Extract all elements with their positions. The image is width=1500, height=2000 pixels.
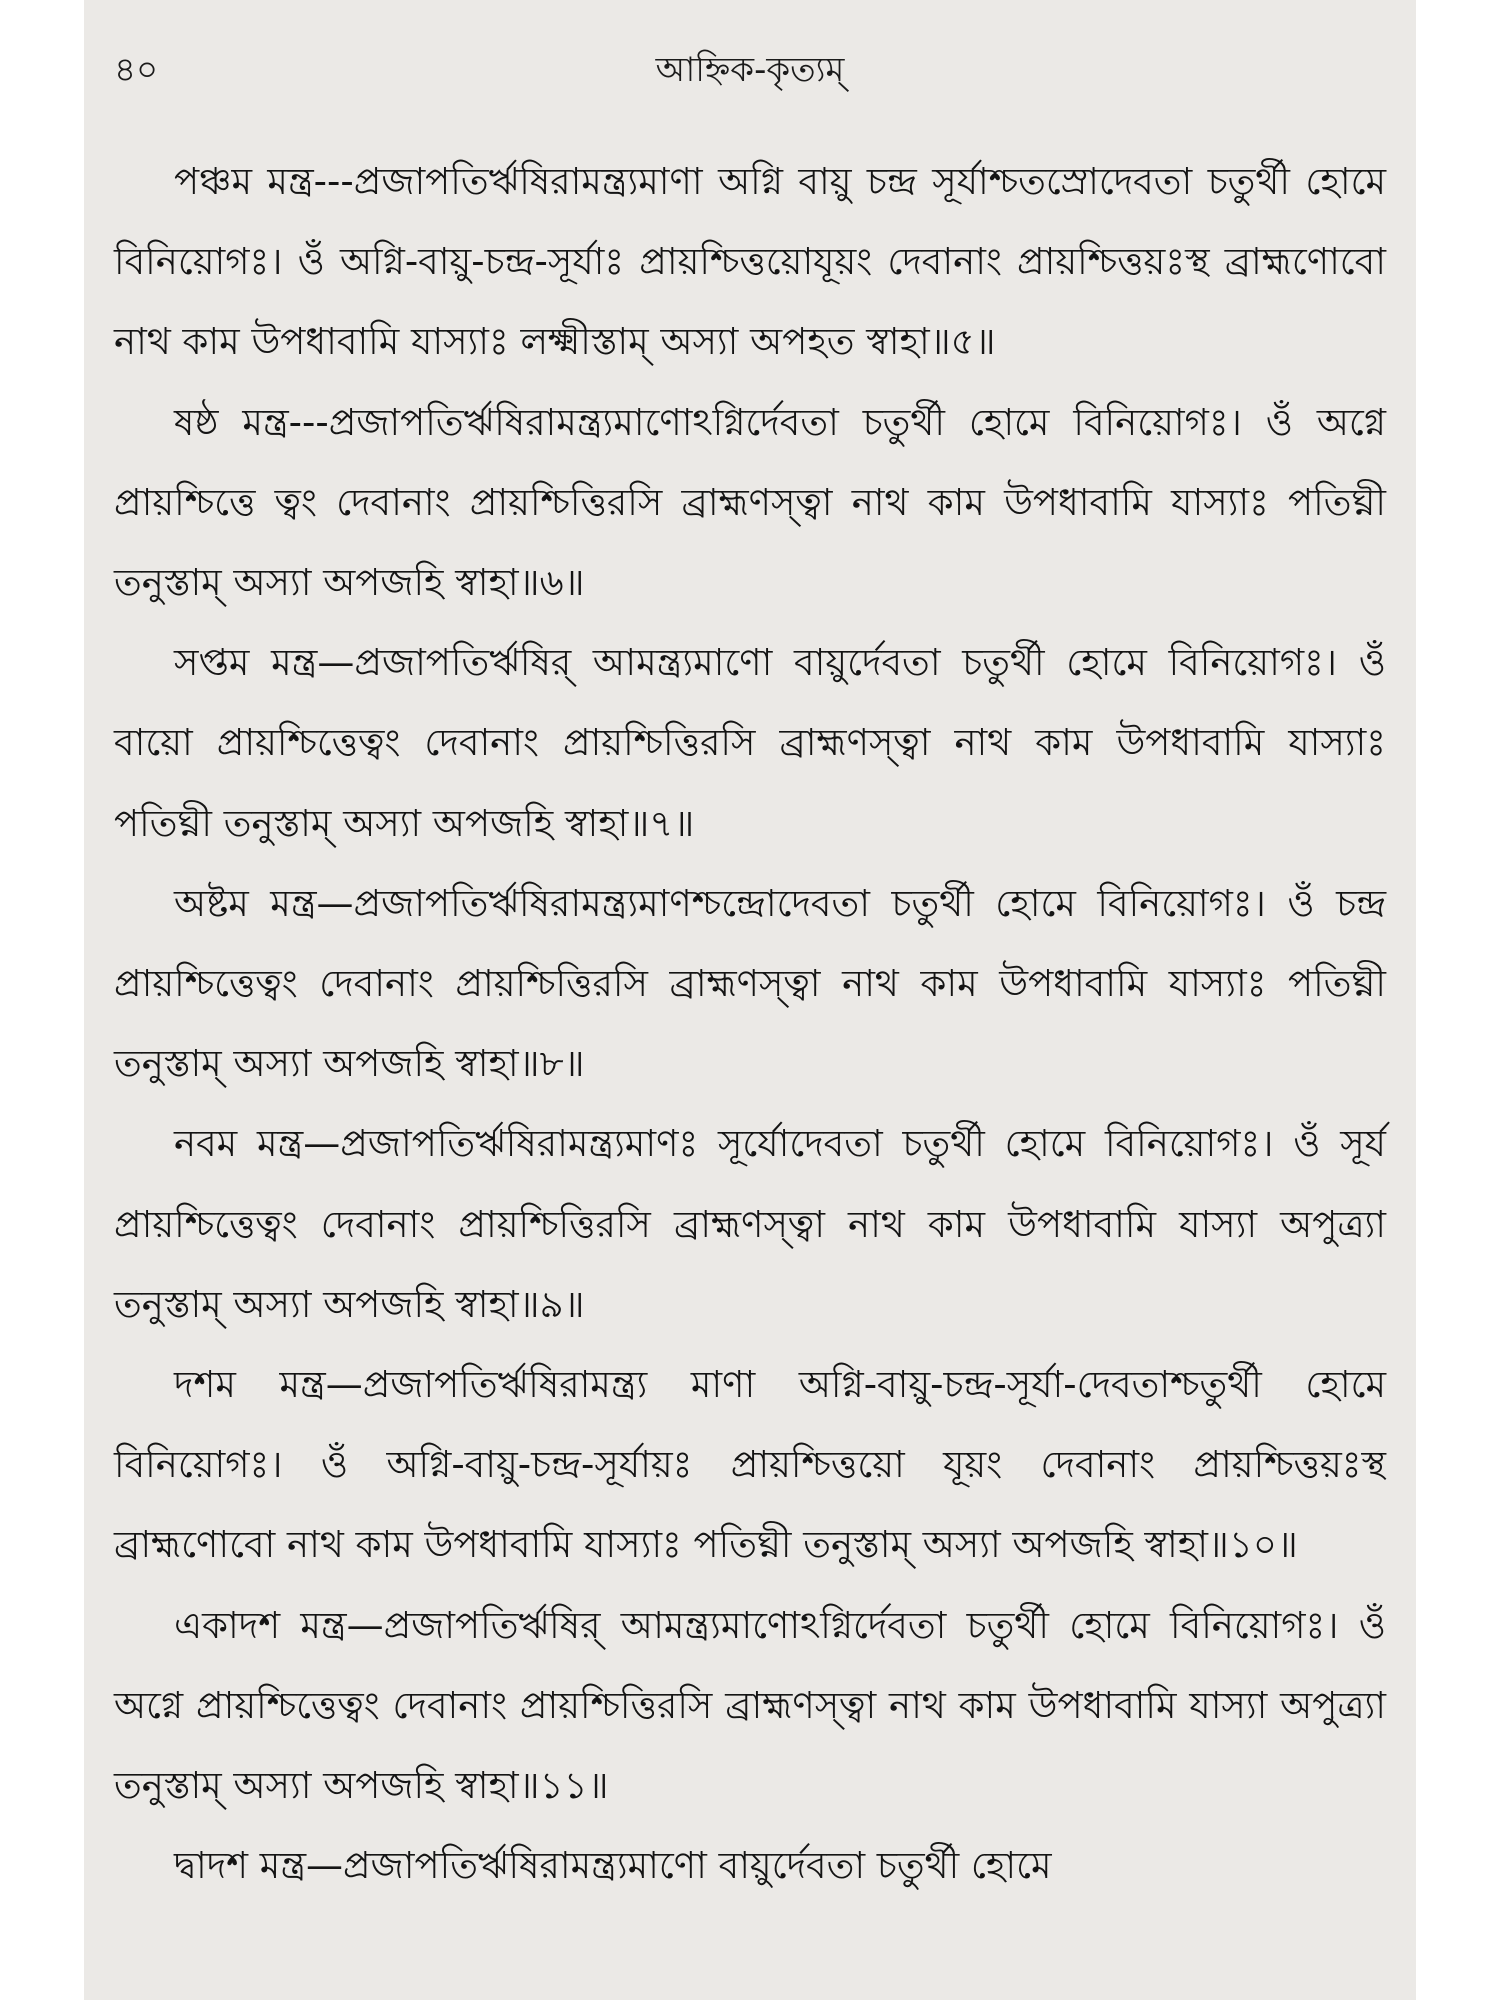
body-text (114, 142, 1386, 1906)
running-title: আহ্নিক-কৃত্যম্ (655, 50, 845, 90)
paragraph-mantra-5: পঞ্চম মন্ত্র---প্রজাপতির্ঋষিরামন্ত্র্যমাণা অগ্নি বায়ু চন্দ্র সূর্যাশ্চতস্রোদেবতা চতুর্থী হোমে বিনিয়োগঃ। ওঁ অগ্নি-বায়ু-চন্দ্র-সূর্যাঃ প্রায়শ্চিত্তয়োযূয়ং দেবানাং প্রায়শ্চিত্তয়ঃস্থ ব্রাহ্মণোবো নাথ কাম উপধাবামি যাস্যাঃ লক্ষ্মীস্তাম্ অস্যা অপহত স্বাহা॥৫॥ (114, 160, 1386, 364)
paragraph-mantra-8: অষ্টম মন্ত্র—প্রজাপতির্ঋষিরামন্ত্র্যমাণশ্চন্দ্রোদেবতা চতুর্থী হোমে বিনিয়োগঃ। ওঁ চন্দ্র প্রায়শ্চিত্তেত্বং দেবানাং প্রায়শ্চিত্তিরসি ব্রাহ্মণস্ত্বা নাথ কাম উপধাবামি যাস্যাঃ পতিঘ্নী তনুস্তাম্ অস্যা অপজহি স্বাহা॥৮॥ (114, 881, 1386, 1086)
book-page (84, 0, 1416, 2000)
paragraph-mantra-9: নবম মন্ত্র—প্রজাপতির্ঋষিরামন্ত্র্যমাণঃ সূর্যোদেবতা চতুর্থী হোমে বিনিয়োগঃ। ওঁ সূর্য প্রায়শ্চিত্তেত্বং দেবানাং প্রায়শ্চিত্তিরসি ব্রাহ্মণস্ত্বা নাথ কাম উপধাবামি যাস্যা অপুত্র্যা তনুস্তাম্ অস্যা অপজহি স্বাহা॥৯॥ (114, 1122, 1386, 1326)
paragraph-mantra-10: দশম মন্ত্র—প্রজাপতির্ঋষিরামন্ত্র্য মাণা অগ্নি-বায়ু-চন্দ্র-সূর্যা-দেবতাশ্চতুর্থী হোমে বিনিয়োগঃ। ওঁ অগ্নি-বায়ু-চন্দ্র-সূর্যায়ঃ প্রায়শ্চিত্তয়ো যূয়ং দেবানাং প্রায়শ্চিত্তয়ঃস্থ ব্রাহ্মণোবো নাথ কাম উপধাবামি যাস্যাঃ পতিঘ্নী তনুস্তাম্ অস্যা অপজহি স্বাহা॥১০॥ (114, 1363, 1386, 1567)
paragraph-mantra-11: একাদশ মন্ত্র—প্রজাপতির্ঋষির্ আমন্ত্র্যমাণোঽগ্নির্দেবতা চতুর্থী হোমে বিনিয়োগঃ। ওঁ অগ্নে প্রায়শ্চিত্তেত্বং দেবানাং প্রায়শ্চিত্তিরসি ব্রাহ্মণস্ত্বা নাথ কাম উপধাবামি যাস্যা অপুত্র্যা তনুস্তাম্ অস্যা অপজহি স্বাহা॥১১॥ (114, 1603, 1386, 1808)
paragraph-mantra-7: সপ্তম মন্ত্র—প্রজাপতির্ঋষির্ আমন্ত্র্যমাণো বায়ুর্দেবতা চতুর্থী হোমে বিনিয়োগঃ। ওঁ বায়ো প্রায়শ্চিত্তেত্বং দেবানাং প্রায়শ্চিত্তিরসি ব্রাহ্মণস্ত্বা নাথ কাম উপধাবামি যাস্যাঃ পতিঘ্নী তনুস্তাম্ অস্যা অপজহি স্বাহা॥৭॥ (114, 641, 1386, 845)
paragraph-mantra-12: দ্বাদশ মন্ত্র—প্রজাপতির্ঋষিরামন্ত্র্যমাণো বায়ুর্দেবতা চতুর্থী হোমে (174, 1844, 1052, 1888)
paragraph-mantra-6: ষষ্ঠ মন্ত্র---প্রজাপতির্ঋষিরামন্ত্র্যমাণোঽগ্নির্দেবতা চতুর্থী হোমে বিনিয়োগঃ। ওঁ অগ্নে প্রায়শ্চিত্তে ত্বং দেবানাং প্রায়শ্চিত্তিরসি ব্রাহ্মণস্ত্বা নাথ কাম উপধাবামি যাস্যাঃ পতিঘ্নী তনুস্তাম্ অস্যা অপজহি স্বাহা॥৬॥ (114, 400, 1386, 605)
page-number: ৪০ (114, 50, 159, 90)
page-header (84, 40, 1416, 100)
